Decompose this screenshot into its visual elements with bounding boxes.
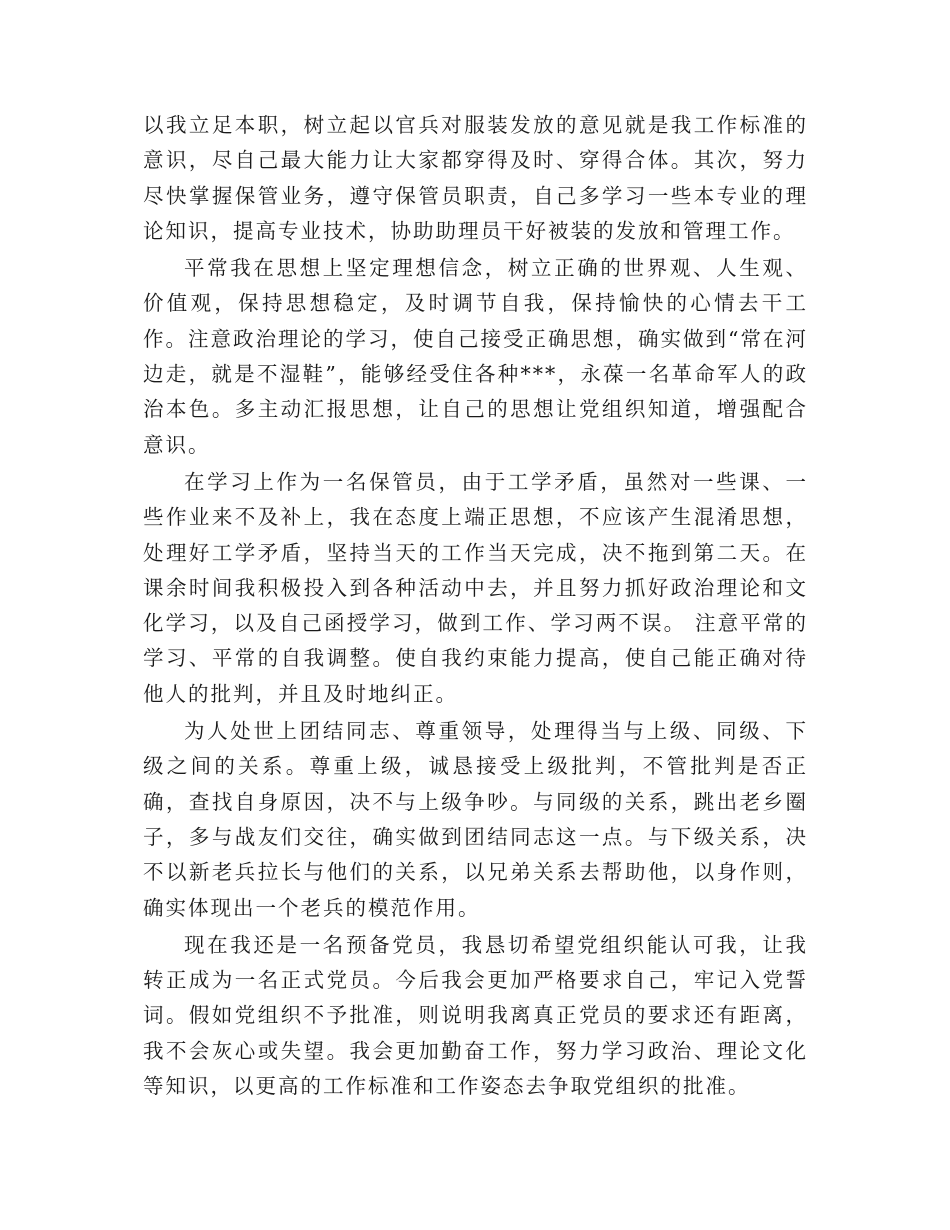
- paragraph-3: 在学习上作为一名保管员，由于工学矛盾，虽然对一些课、一些作业来不及补上，我在态度上端正思想，不应该产生混淆思想，处理好工学矛盾，坚持当天的工作当天完成，决不拖到第二天。在课余时间我积极投入到各种活动中去，并且努力抓好政治理论和文化学习，以及自己函授学习，做到工作、学习两不误。 注意平常的学习、平常的自我调整。使自我约束能力提高，使自己能正确对待他人的批判，并且及时地纠正。: [143, 469, 808, 706]
- paragraph-4: 为人处世上团结同志、尊重领导，处理得当与上级、同级、下级之间的关系。尊重上级，诚恳接受上级批判，不管批判是否正确，查找自身原因，决不与上级争吵。与同级的关系，跳出老乡圈子，多与战友们交往，确实做到团结同志这一点。与下级关系，决不以新老兵拉长与他们的关系，以兄弟关系去帮助他，以身作则，确实体现出一个老兵的模范作用。: [143, 719, 808, 920]
- paragraph-2: 平常我在思想上坚定理想信念，树立正确的世界观、人生观、价值观，保持思想稳定，及时调节自我，保持愉快的心情去干工作。注意政治理论的学习，使自己接受正确思想，确实做到“常在河边走，就是不湿鞋”，能够经受住各种***，永葆一名革命军人的政治本色。多主动汇报思想，让自己的思想让党组织知道，增强配合意识。: [143, 256, 808, 457]
- paragraph-5: 现在我还是一名预备党员，我恳切希望党组织能认可我，让我转正成为一名正式党员。今后我会更加严格要求自己，牢记入党誓词。假如党组织不予批准，则说明我离真正党员的要求还有距离，我不会灰心或失望。我会更加勤奋工作，努力学习政治、理论文化等知识，以更高的工作标准和工作姿态去争取党组织的批准。: [143, 932, 808, 1099]
- document-page: [143, 108, 808, 1104]
- paragraph-1: 以我立足本职，树立起以官兵对服装发放的意见就是我工作标准的意识，尽自己最大能力让大家都穿得及时、穿得合体。其次，努力尽快掌握保管业务，遵守保管员职责，自己多学习一些本专业的理论知识，提高专业技术，协助助理员干好被装的发放和管理工作。: [143, 113, 808, 243]
